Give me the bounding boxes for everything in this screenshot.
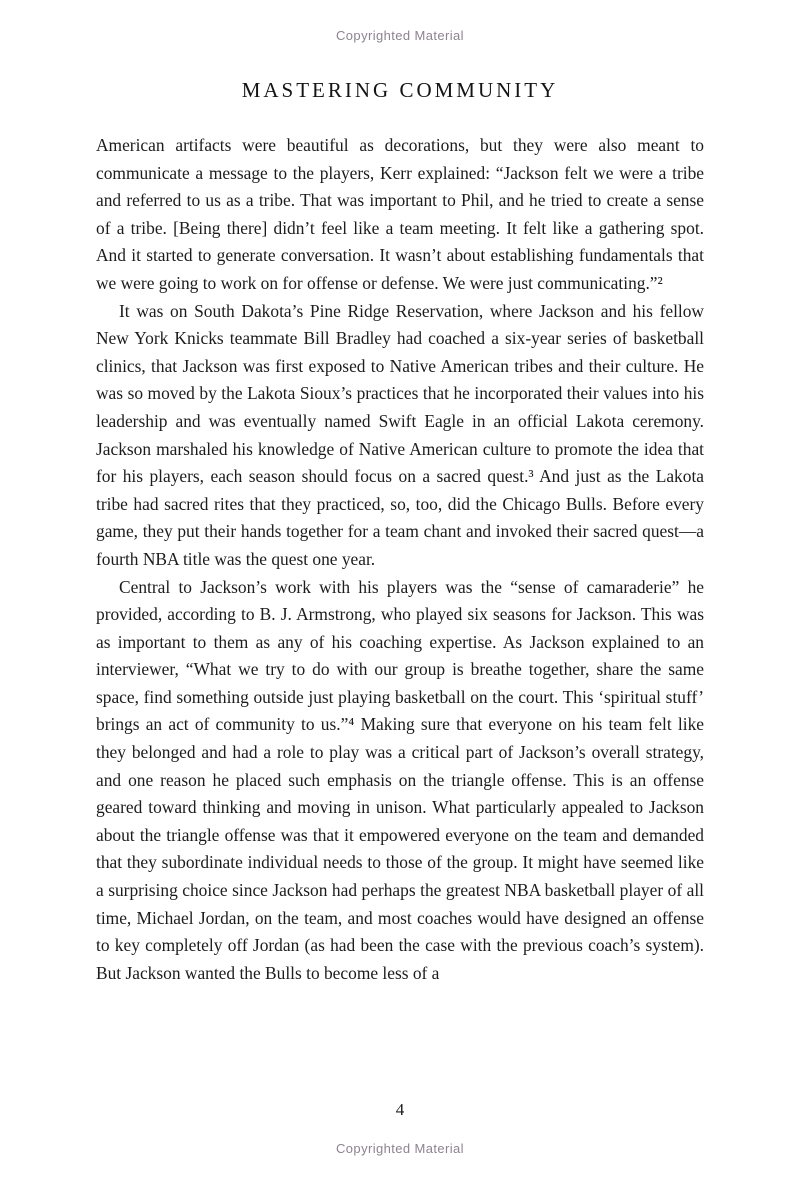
copyright-notice-bottom: Copyrighted Material: [336, 1141, 464, 1156]
copyright-notice-top: Copyrighted Material: [336, 28, 464, 43]
paragraph: It was on South Dakota’s Pine Ridge Reservation, where Jackson and his fellow New York Knicks teammate Bill Bradley had coached a six-year series of basketball clinics, that Jackson was first exposed to Native American tribes and their culture. He was so moved by the Lakota Sioux’s practices that he incorporated their values into his leadership and was eventually named Swift Eagle in an official Lakota ceremony. Jackson marshaled his knowledge of Native American culture to promote the idea that for his players, each season should focus on a sacred quest.³ And just as the Lakota tribe had sacred rites that they practiced, so, too, did the Chicago Bulls. Before every game, they put their hands together for a team chant and invoked their sacred quest—a fourth NBA title was the quest one year.: [96, 300, 704, 569]
chapter-title: MASTERING COMMUNITY: [241, 78, 559, 102]
page-number: 4: [395, 1100, 405, 1119]
paragraph: Central to Jackson’s work with his players was the “sense of camaraderie” he provided, according to B. J. Armstrong, who played six seasons for Jackson. This was as important to them as any of his coaching expertise. As Jackson explained to an interviewer, “What we try to do with our group is breathe together, share the same space, find something outside just playing basketball on the court. This ‘spiritual stuff’ brings an act of community to us.”⁴ Making sure that everyone on his team felt like they belonged and had a role to play was a critical part of Jackson’s overall strategy, and one reason he placed such emphasis on the triangle offense. This is an offense geared toward thinking and moving in unison. What particularly appealed to Jackson about the triangle offense was that it empowered everyone on the team and demanded that they subordinate individual needs to those of the group. It might have seemed like a surprising choice since Jackson had perhaps the greatest NBA basketball player of all time, Michael Jordan, on the team, and most coaches would have designed an offense to key completely off Jordan (as had been the case with the previous coach’s system). But Jackson wanted the Bulls to become less of a: [96, 576, 704, 983]
body-text: [96, 132, 704, 987]
paragraph: American artifacts were beautiful as decorations, but they were also meant to communicate a message to the players, Kerr explained: “Jackson felt we were a tribe and referred to us as a tribe. That was important to Phil, and he tried to create a sense of a tribe. [Being there] didn’t feel like a team meeting. It felt like a gathering spot. And it started to generate conversation. It wasn’t about establishing fundamentals that we were going to work on for offense or defense. We were just communicating.”²: [96, 135, 704, 293]
